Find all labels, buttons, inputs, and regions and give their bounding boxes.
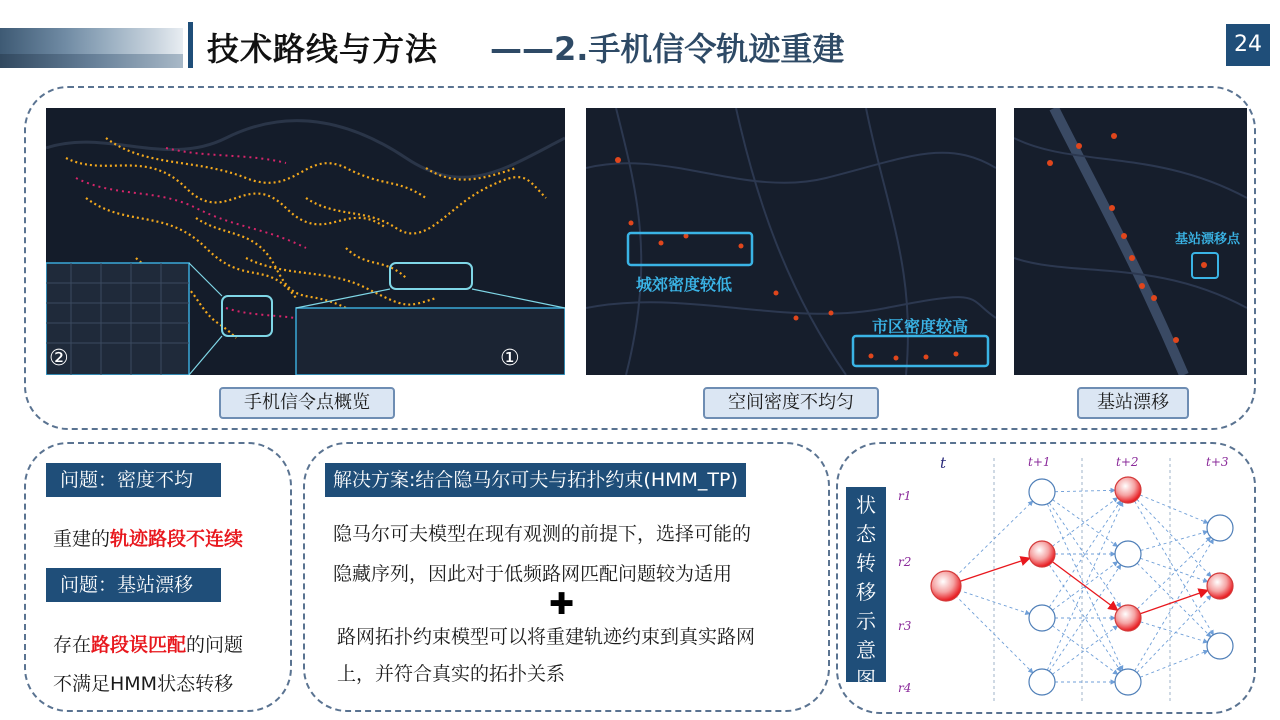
page-number: 24 [1226,24,1270,66]
time-label-t3: t+3 [1206,455,1229,469]
state-node [1029,669,1055,695]
label-station-drift-point: 基站漂移点 [1175,232,1241,247]
vlabel-char-4: 移 [856,580,876,604]
problem-drift-text [53,630,243,657]
time-label-t2: t+2 [1116,455,1139,469]
vlabel-char-5: 示 [856,609,876,633]
plus-icon: ✚ [549,587,575,622]
solution-tag: 解决方案:结合隐马尔可夫与拓扑约束(HMM_TP) [325,463,746,497]
transition-edge [1140,622,1207,642]
state-node [1029,605,1055,631]
problem-density-highlight: 轨迹路段不连续 [110,528,244,550]
caption-density: 空间密度不均匀 [703,387,879,419]
state-node [1207,515,1233,541]
state-node [1029,479,1055,505]
transition-edge [955,595,1033,673]
problem-density-prefix: 重建的 [53,528,111,550]
row-label-r2: r2 [898,555,912,569]
label-urban-high-density: 市区密度较高 [872,317,969,336]
vlabel-char-3: 转 [856,551,876,575]
transition-edge [1137,499,1211,576]
vlabel-char-1: 状 [856,493,876,517]
transition-edge [1137,563,1211,637]
transition-edge [1055,490,1115,491]
transition-edge [1137,595,1211,672]
vlabel-char-7: 图 [856,667,876,691]
solution-para2-line1: 路网拓扑约束模型可以将重建轨迹约束到真实路网 [337,626,756,648]
solution-para1-line1: 隐马尔可夫模型在现有观测的前提下，选择可能的 [333,523,752,545]
state-node-active [1115,605,1141,631]
row-label-r4: r4 [898,681,912,695]
transition-edge [1140,495,1208,523]
signal-overview-map [46,108,565,375]
state-node [1115,669,1141,695]
transition-edge [1053,500,1118,547]
state-node-active [1029,541,1055,567]
caption-signal-overview: 手机信令点概览 [219,387,395,419]
header-banner-image [0,28,183,68]
solution-para1-line2: 隐藏序列，因此对于低频路网匹配问题较为适用 [333,563,733,585]
state-transition-vertical-label [846,487,886,691]
transition-edge [1135,501,1214,635]
transition-edge [1141,532,1208,551]
transition-edge [1140,651,1208,678]
state-node-active [1115,477,1141,503]
problem-drift-tag: 问题：基站漂移 [46,568,221,602]
header-accent-bar [188,22,193,68]
transition-edge [1135,539,1214,671]
problem-density-text [53,524,243,551]
state-node-active [1207,573,1233,599]
time-label-t1: t+1 [1028,455,1051,469]
state-node [1115,541,1141,567]
transition-edge [1140,590,1207,613]
solution-para2-line2: 上，并符合真实的拓扑关系 [337,663,566,685]
label-suburb-low-density: 城郊密度较低 [636,275,733,294]
state-node [1207,633,1233,659]
transition-edge [1140,558,1207,581]
vlabel-char-2: 态 [856,522,876,546]
problem-drift-suffix: 的问题 [186,634,244,656]
problem-drift-prefix: 存在 [53,634,92,656]
problem-drift-line2: 不满足HMM状态转移 [53,673,234,695]
map-marker-2: ② [49,346,69,371]
state-transition-diagram [890,448,1252,710]
vlabel-char-6: 意 [856,638,876,662]
page-title: 技术路线与方法 [207,30,439,68]
state-node-active [931,571,961,601]
page-subtitle: ——2.手机信令轨迹重建 [490,30,845,68]
problem-drift-highlight: 路段误匹配 [91,634,187,656]
row-label-r1: r1 [898,489,912,503]
time-label-t: t [940,454,947,472]
row-label-r3: r3 [898,619,912,633]
map-marker-1: ① [500,346,520,371]
caption-station-drift: 基站漂移 [1077,387,1189,419]
problem-density-tag: 问题：密度不均 [46,463,221,497]
